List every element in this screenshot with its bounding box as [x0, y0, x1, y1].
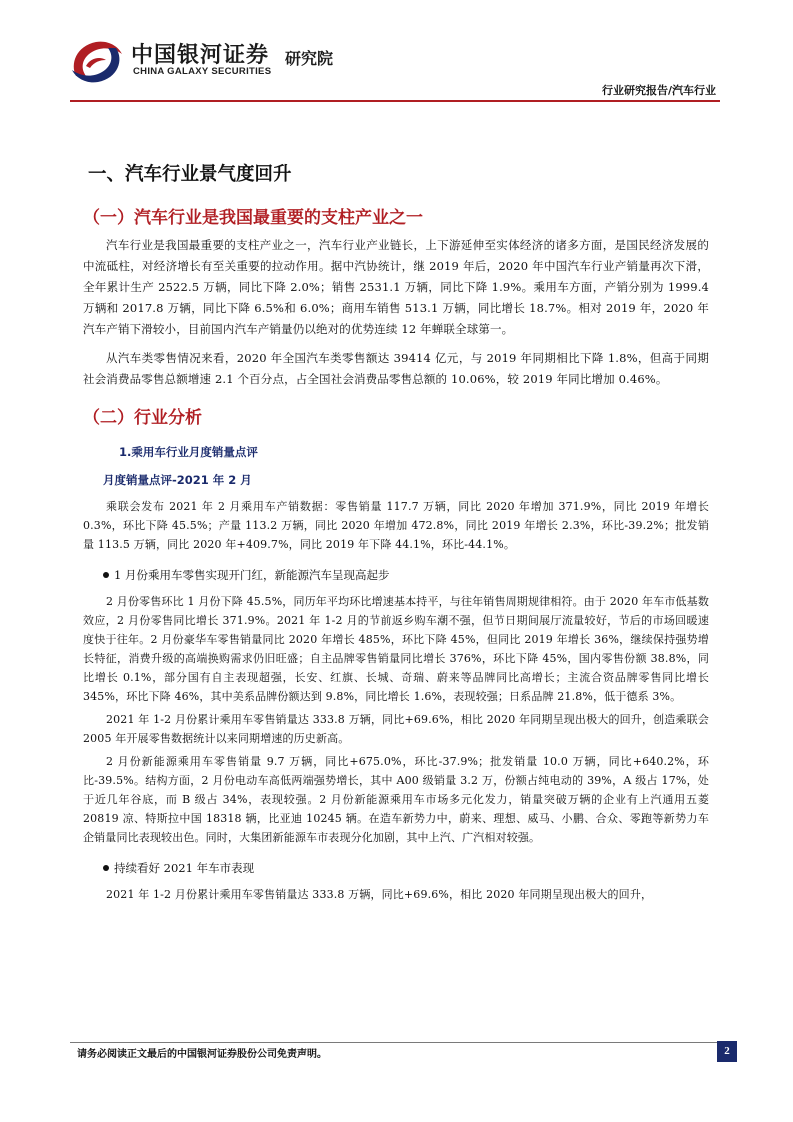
- page-header: [0, 0, 793, 100]
- bullet-text: 持续看好 2021 年车市表现: [114, 860, 255, 875]
- paragraph: 从汽车类零售情况来看，2020 年全国汽车类零售额达 39414 亿元，与 2019 年同期相比下降 1.8%，但高于同期社会消费品零售总额增速 2.1 个百分点，占全国社会消费品零售总额的 10.06%，较 2019 年同比增加 0.46%。: [83, 351, 709, 386]
- topic-subheading: 月度销量点评-2021 年 2 月: [103, 473, 252, 487]
- galaxy-logo-icon: [68, 36, 124, 88]
- bullet-item: [103, 855, 709, 881]
- footer-disclaimer: 请务必阅读正文最后的中国银河证券股份公司免责声明。: [77, 1049, 327, 1060]
- report-body: [83, 160, 709, 904]
- section-heading: 一、汽车行业景气度回升: [88, 164, 292, 185]
- bullet-text: 1 月份乘用车零售实现开门红，新能源汽车呈现高起步: [114, 567, 390, 582]
- paragraph: 乘联会发布 2021 年 2 月乘用车产销数据：零售销量 117.7 万辆，同比 2020 年增加 371.9%，同比 2019 年增长 0.3%，环比下降 45.5%；产量 113.2 万辆，同比 2020 年增加 472.8%，同比 2019 年增长 2.3%，环比-39.2%；批发销量 113.5 万辆，同比 2020 年+409.7%，同比 2019 年下降 44.1%，环比-44.1%。: [83, 500, 709, 551]
- bullet-dot-icon: [103, 865, 109, 871]
- brand-name-english: CHINA GALAXY SECURITIES: [133, 66, 272, 77]
- page-number: 2: [717, 1041, 737, 1062]
- paragraph: 汽车行业是我国最重要的支柱产业之一，汽车行业产业链长，上下游延伸至实体经济的诸多方面，是国民经济发展的中流砥柱，对经济增长有至关重要的拉动作用。据中汽协统计，继 2019 年后，2020 年中国汽车行业产销量再次下滑，全年累计生产 2522.5 万辆，同比下降 2.0%；销售 2531.1 万辆，同比下降 1.9%。乘用车方面，产销分别为 1999.4 万辆和 2017.8 万辆，同比下降 6.5%和 6.0%；商用车销售 513.1 万辆，同比增长 18.7%。相对 2019 年，2020 年汽车产销下滑较小，目前国内汽车产销量仍以绝对的优势连续 12 年蝉联全球第一。: [83, 238, 709, 336]
- subsection-heading-1: （一）汽车行业是我国最重要的支柱产业之一: [83, 208, 423, 228]
- paragraph: 2021 年 1-2 月份累计乘用车零售销量达 333.8 万辆，同比+69.6%，相比 2020 年同期呈现出极大的回升，创造乘联会 2005 年开展零售数据统计以来同期增速的历史新高。: [83, 713, 709, 745]
- bullet-item: [103, 562, 709, 588]
- paragraph: 2 月份零售环比 1 月份下降 45.5%，同历年平均环比增速基本持平，与往年销售周期规律相符。由于 2020 年车市低基数效应，2 月份零售同比增长 371.9%。2021 年 1-2 月的节前返乡购车潮不强，但节日期间展厅流量较好，节后的市场回暖速度快于往年。2 月份豪华车零售销量同比 2020 年增长 485%，环比下降 45%，但同比 2019 年增长 36%，继续保持强势增长特征，消费升级的高端换购需求仍旧旺盛；自主品牌零售销量同比增长 376%，环比下降 45%，国内零售份额 38.8%，同比增长 0.1%，部分国有自主表现超强，长安、红旗、长城、奇瑞、蔚来等品牌同比高增长；主流合资品牌零售同比增长 345%，环比下降 46%，其中美系品牌份额达到 9.8%，同比增长 1.6%，表现较强；日系品牌 21.8%，低于德系 3%。: [83, 595, 709, 703]
- report-category: 行业研究报告/汽车行业: [601, 84, 716, 97]
- subsection-heading-2: （二）行业分析: [83, 408, 202, 428]
- brand-subtitle: 研究院: [285, 49, 334, 68]
- bullet-dot-icon: [103, 572, 109, 578]
- paragraph: 2 月份新能源乘用车零售销量 9.7 万辆，同比+675.0%，环比-37.9%；批发销量 10.0 万辆，同比+640.2%，环比-39.5%。结构方面，2 月份电动车高低两端强势增长，其中 A00 级销量 3.2 万，份额占纯电动的 39%，A 级占 17%，处于近几年谷底，而 B 级占 34%，表现较强。2 月份新能源乘用车市场多元化发力，销量突破万辆的企业有上汽通用五菱 20819 凉、特斯拉中国 18318 辆，比亚迪 10245 辆。在造车新势力中，蔚来、理想、威马、小鹏、合众、零跑等新势力车企销量同比表现较出色。同时，大集团新能源车市表现分化加剧，其中上汽、广汽相对较强。: [83, 755, 709, 844]
- footer-divider: [70, 1042, 720, 1043]
- header-divider: [70, 100, 720, 102]
- paragraph: 2021 年 1-2 月份累计乘用车零售销量达 333.8 万辆，同比+69.6%，相比 2020 年同期呈现出极大的回升，: [106, 888, 653, 901]
- brand-name-chinese: 中国银河证券: [131, 43, 270, 68]
- topic-heading: 1.乘用车行业月度销量点评: [119, 445, 258, 459]
